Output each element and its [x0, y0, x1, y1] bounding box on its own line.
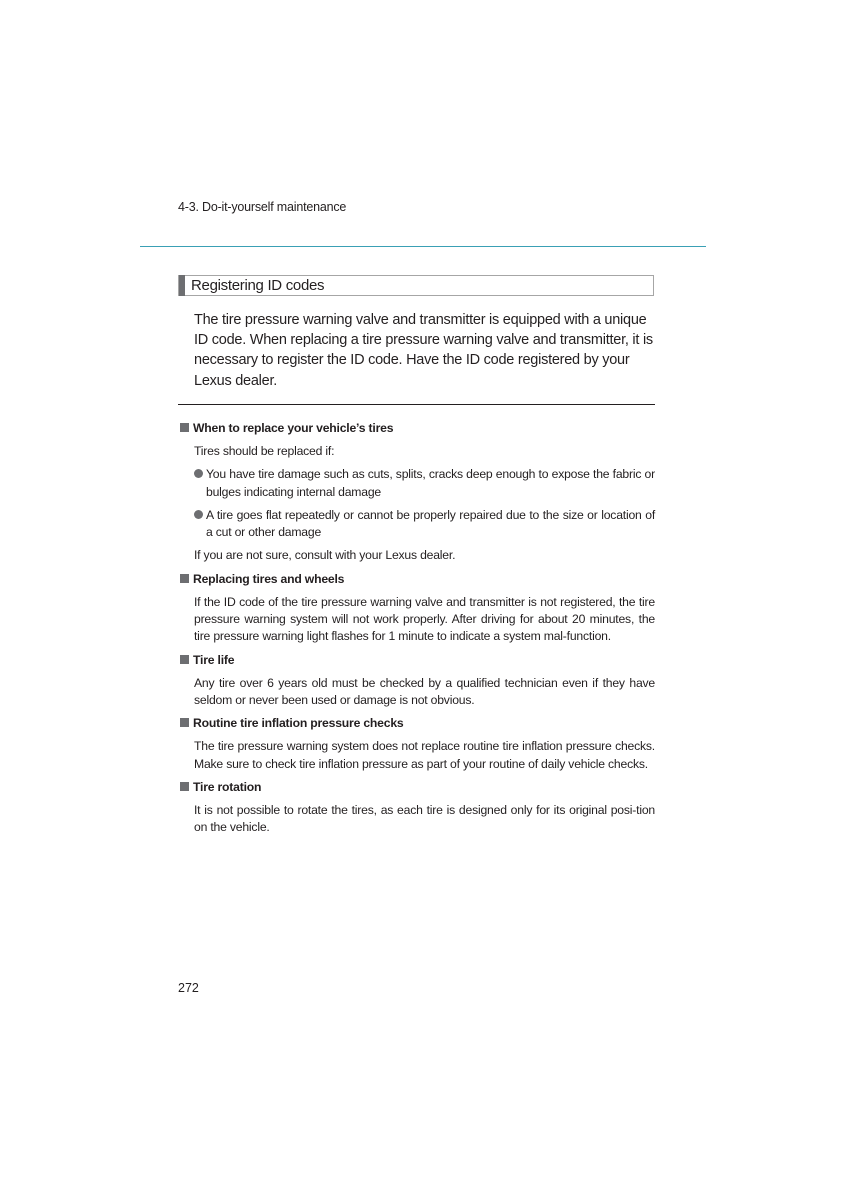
note-body: The tire pressure warning system does not replace routine tire inflation pressure checks. Make sure to check tire inflation pressure as part of your routine of daily vehicle checks.	[194, 739, 655, 771]
section-title-box	[178, 275, 654, 296]
square-bullet-icon	[180, 423, 189, 432]
square-bullet-icon	[180, 655, 189, 664]
note-heading: Tire life	[180, 652, 655, 669]
note-heading: Routine tire inflation pressure checks	[180, 715, 655, 732]
note-replacing-tires-wheels	[180, 571, 655, 646]
round-bullet-icon	[194, 510, 203, 519]
page-number: 272	[178, 981, 199, 995]
square-bullet-icon	[180, 782, 189, 791]
note-when-to-replace	[180, 420, 655, 565]
note-heading: When to replace your vehicle’s tires	[180, 420, 655, 437]
note-heading: Replacing tires and wheels	[180, 571, 655, 588]
page-title: Registering ID codes	[191, 277, 325, 294]
content-divider	[178, 404, 655, 405]
header-divider	[140, 246, 706, 247]
square-bullet-icon	[180, 718, 189, 727]
note-heading: Tire rotation	[180, 779, 655, 796]
notes-section	[180, 420, 655, 842]
note-body: It is not possible to rotate the tires, as each tire is designed only for its original posi-tion on the vehicle.	[194, 802, 655, 835]
round-bullet-icon	[194, 469, 203, 478]
list-item: You have tire damage such as cuts, splits, cracks deep enough to expose the fabric or bulges indicating internal damage	[194, 466, 655, 501]
note-tire-life	[180, 652, 655, 710]
note-body: If the ID code of the tire pressure warning valve and transmitter is not registered, the tire pressure warning system will not work properly. After driving for about 20 minutes, the tire pressure warning light flashes for 1 minute to indicate a system mal-function.	[194, 594, 655, 644]
intro-paragraph: The tire pressure warning valve and transmitter is equipped with a unique ID code. When replacing a tire pressure warning valve and transmitter, it is necessary to register the ID code. Have the ID code registered by your Lexus dealer.	[194, 312, 653, 389]
note-tail: If you are not sure, consult with your Lexus dealer.	[194, 548, 456, 563]
section-header: 4-3. Do-it-yourself maintenance	[178, 200, 347, 214]
note-routine-checks	[180, 715, 655, 773]
square-bullet-icon	[180, 574, 189, 583]
note-tire-rotation	[180, 779, 655, 837]
note-lead: Tires should be replaced if:	[194, 444, 335, 458]
title-marker-bar	[179, 275, 185, 296]
note-body: Any tire over 6 years old must be checked by a qualified technician even if they have seldom or never been used or damage is not obvious.	[194, 675, 655, 707]
list-item: A tire goes flat repeatedly or cannot be properly repaired due to the size or location of a cut or other damage	[194, 507, 655, 542]
